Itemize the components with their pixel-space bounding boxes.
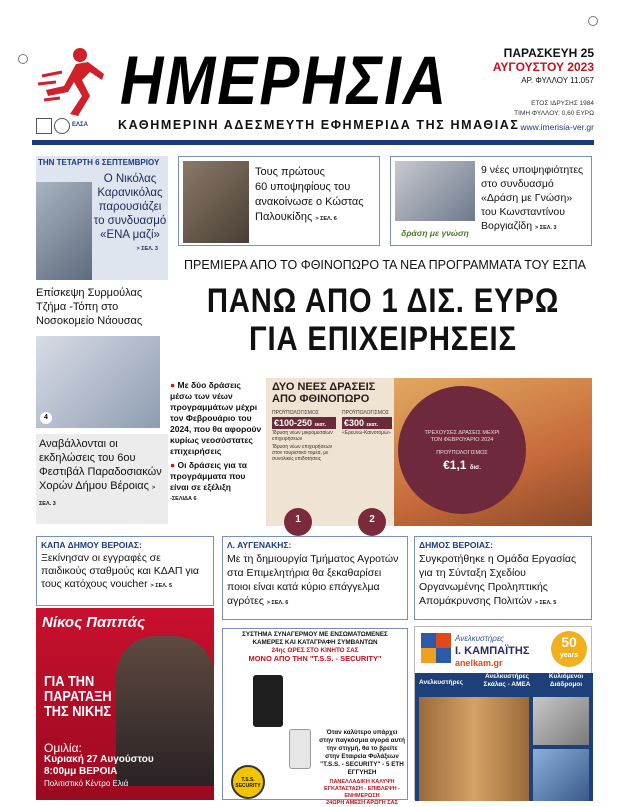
story-text: Ξεκίνησαν οι εγγραφές σε παιδικούς σταθμούς και ΚΔΑΠ για τους κατόχους voucher > ΣΕΛ. 5: [41, 552, 199, 590]
budget-block-2: ΠΡΟΫΠΟΛΟΓΙΣΜΟΣ €300 εκατ. «Ερευνώ-Καινοτομώ»: [342, 410, 391, 436]
elevator-door-image: [419, 697, 529, 801]
story-date-tag: ΤΗΝ ΤΕΤΑΡΤΗ 6 ΣΕΠΤΕΜΒΡΙΟΥ: [38, 158, 160, 167]
ad-pappas-name: Νίκος Παππάς: [42, 614, 145, 631]
ad-kampaitis: [414, 626, 592, 800]
issue-month: ΑΥΓΟΥΣΤΟΥ 2023: [492, 60, 594, 74]
masthead-title: ΗΜΕΡΗΣΙΑ: [120, 41, 449, 119]
founded-year: ΕΤΟΣ ΙΔΡΥΣΗΣ 1984: [531, 100, 594, 107]
infographic-title: ΔΥΟ ΝΕΕΣ ΔΡΑΣΕΙΣ ΑΠΟ ΦΘΙΝΟΠΩΡΟ: [272, 381, 376, 405]
photo-vorgiazidis: [395, 161, 475, 221]
story-kapa: ΚΑΠΑ ΔΗΜΟΥ ΒΕΡΟΙΑΣ: Ξεκίνησαν οι εγγραφές σε παιδικούς σταθμούς και ΚΔΑΠ για τους κατόχους voucher > ΣΕΛ. 5: [36, 536, 214, 606]
ad-pappas: [36, 608, 214, 800]
teaser-text: Τους πρώτους 60 υποψηφίους του ανακοίνωσε ο Κώστας Παλουκίδης > ΣΕΛ. 6: [255, 166, 364, 223]
stairlift-image: [533, 697, 589, 745]
current-actions-circle: ΤΡΕΧΟΥΣΕΣ ΔΡΑΣΕΙΣ ΜΕΧΡΙ ΤΟΝ ΦΕΒΡΟΥΑΡΙΟ 2024 ΠΡΟΫΠΟΛΟΓΙΣΜΟΣ €1,1 δισ.: [398, 386, 526, 514]
teaser-paloukidis: [178, 156, 380, 246]
story-text: Με τη δημιουργία Τμήματος Αγροτών στα Επιμελητήρια θα ξεκαθαρίσει ποιοι είναι κατά κύριο επάγγελμα αγρότες > ΣΕΛ. 6: [227, 553, 399, 607]
story-text: Συγκροτήθηκε η Ομάδα Εργασίας για τη Σύνταξη Σχεδίου Οργανωμένης Προληπτικής Απομάκρυνσης Πολιτών > ΣΕΛ. 5: [419, 553, 577, 607]
story-avgenakis: Λ. ΑΥΓΕΝΑΚΗΣ: Με τη δημιουργία Τμήματος Αγροτών στα Επιμελητήρια θα ξεκαθαρίσει ποιοι είναι κατά κύριο επάγγελμα αγρότες > ΣΕΛ. 6: [222, 536, 408, 620]
service-walkways: Κυλιόμενοι Διάδρομοι: [548, 673, 584, 688]
years-badge: 50 years: [551, 631, 587, 667]
masthead-badges: [36, 118, 102, 134]
website-link[interactable]: www.imerisia-ver.gr: [520, 122, 594, 132]
photo-number-badge: 4: [40, 412, 52, 424]
escalator-image: [533, 749, 589, 801]
story-headline: Ο Νικόλας Καρανικόλας παρουσιάζει το συνδυασμό «ΕΝΑ μαζί» > ΣΕΛ. 3: [93, 173, 167, 252]
tss-logo: T.S.S. SECURITY: [231, 765, 265, 799]
step-1-badge: 1: [284, 508, 312, 536]
lead-page-ref: -ΣΕΛΙΔΑ 6: [170, 496, 197, 502]
left-bottom-story: [36, 434, 168, 524]
ad-pappas-event: Ομιλία: Κυριακή 27 Αυγούστου 8:00μμ ΒΕΡΟΙΑ Πολιτιστικό Κέντρο Ελιά: [44, 741, 154, 788]
lead-kicker: ΠΡΕΜΙΕΡΑ ΑΠΟ ΤΟ ΦΘΙΝΟΠΩΡΟ ΤΑ ΝΕΑ ΠΡΟΓΡΑΜΜΑΤΑ ΤΟΥ ΕΣΠΑ: [184, 258, 586, 272]
story-dimos-veroias: ΔΗΜΟΣ ΒΕΡΟΙΑΣ: Συγκροτήθηκε η Ομάδα Εργασίας για τη Σύνταξη Σχεδίου Οργανωμένης Προληπτικής Απομάκρυνσης Πολιτών > ΣΕΛ. 5: [414, 536, 592, 620]
story-headline: Επίσκεψη Συρμούλας Τζήμα -Τόπη στο Νοσοκομείο Νάουσας: [36, 287, 143, 327]
masthead-subtitle: ΚΑΘΗΜΕΡΙΝΗ ΑΔΕΣΜΕΥΤΗ ΕΦΗΜΕΡΙΔΑ ΤΗΣ ΗΜΑΘΙΑΣ: [118, 118, 520, 132]
ad-security-body: Όταν καλύτερο υπάρχει στην παγκόσμια αγορά αυτή την στιγμή, θα το βρείτε στην Εταιρεία Φυλάξεων "T.S.S. - SECURITY" - 5 ΕΤΗ ΕΓΓΥΗΣΗ: [319, 729, 405, 776]
kampaitis-logo-icon: [421, 633, 451, 663]
elsa-badge: ΕΛΣΑ: [72, 122, 88, 128]
registration-mark: [18, 54, 28, 64]
alarm-panel-icon: [253, 675, 283, 727]
left-mid-story: [36, 286, 168, 428]
bullet-1: ● Με δύο δράσεις μέσω των νέων προγραμμάτων μέχρι τον Φεβρουάριο του 2024, που θα αφορούν κυρίως νεοσύστατες επιχειρήσεις: [170, 380, 262, 456]
registration-mark: [588, 16, 598, 26]
runner-logo-icon: [36, 46, 106, 118]
step-2-badge: 2: [358, 508, 386, 536]
issue-number: ΑΡ. ΦΥΛΛΟΥ 11.057: [521, 76, 594, 85]
issue-price: ΤΙΜΗ ΦΥΛΛΟΥ: 0,60 ΕΥΡΩ: [514, 110, 594, 117]
issue-day: ΠΑΡΑΣΚΕΥΗ 25: [503, 46, 594, 60]
teaser-text: 9 νέες υποψηφιότητες στο συνδυασμό «Δράση με Γνώση» του Κωνσταντίνου Βοργιαζίδη > ΣΕΛ. 3: [481, 164, 584, 232]
budget-block-1: ΠΡΟΫΠΟΛΟΓΙΣΜΟΣ €100-250 εκατ. Ίδρυση νέων μικρομεσαίων επιχειρήσεων Ίδρυση νέων επιχειρήσεων στον τουριστικό τομέα, με συνολικές επιδοτήσεις: [272, 410, 336, 462]
lead-headline-2: ΓΙΑ ΕΠΙΧΕΙΡΗΣΕΙΣ: [249, 320, 517, 358]
photo-paloukidis: [183, 161, 249, 243]
photo-hospital-visit: [36, 336, 160, 428]
bullet-2: ● Οι δράσεις για τα προγράμματα που είναι σε εξέλιξη: [170, 460, 247, 492]
seal-icon: [54, 118, 70, 134]
left-top-story: [36, 156, 168, 280]
service-stair-lifts: Ανελκυστήρες Σκάλας - ΑΜΕΑ: [483, 673, 531, 688]
alarm-keypad-icon: [289, 729, 311, 769]
photo-karanikolas: [36, 182, 92, 280]
seal-icon: [36, 118, 52, 134]
masthead-rule: [32, 140, 594, 145]
lead-headline-1: ΠΑΝΩ ΑΠΟ 1 ΔΙΣ. ΕΥΡΩ: [206, 282, 560, 320]
kampaitis-services: [415, 673, 593, 801]
story-headline: Αναβάλλονται οι εκδηλώσεις του 6ου Φεστιβάλ Παραδοσιακών Χορών Δήμου Βέροιας > ΣΕΛ. 3: [39, 438, 162, 507]
ad-security-footer: ΠΑΝΕΛΛΑΔΙΚΗ ΚΑΛΥΨΗ ΕΓΚΑΤΑΣΤΑΣΗ - ΕΠΙΒΛΕΨΗ - ΕΝΗΜΕΡΩΣΗ 24ΩΡΗ ΑΜΕΣΗ ΑΡΩΓΗ ΣΑΣ: [323, 779, 401, 806]
ad-security: [222, 628, 408, 806]
teaser-vorgiazidis: [390, 156, 592, 246]
ad-security-header: ΣΥΣΤΗΜΑ ΣΥΝΑΓΕΡΜΟΥ ΜΕ ΕΝΣΩΜΑΤΩΜΕΝΕΣ ΚΑΜΕΡΕΣ ΚΑΙ ΚΑΤΑΓΡΑΦΗ ΣΥΜΒΑΝΤΩΝ 24ης ΩΡΕΣ ΣΤΟ ΚΙΝΗΤΟ ΣΑΣ ΜΟΝΟ ΑΠΟ ΤΗΝ "T.S.S. - SECURITY": [242, 631, 388, 663]
lead-bullets: [170, 380, 262, 502]
service-elevators: Ανελκυστήρες: [419, 679, 463, 686]
infographic: [266, 378, 592, 526]
kampaitis-brand: Ανελκυστήρες Ι. ΚΑΜΠΑΪΤΗΣ anelkam.gr: [455, 634, 530, 668]
drasi-logo: δράση με γνώση: [401, 228, 469, 238]
ad-pappas-slogan: ΓΙΑ ΤΗΝ ΠΑΡΑΤΑΞΗ ΤΗΣ ΝΙΚΗΣ: [44, 673, 112, 720]
